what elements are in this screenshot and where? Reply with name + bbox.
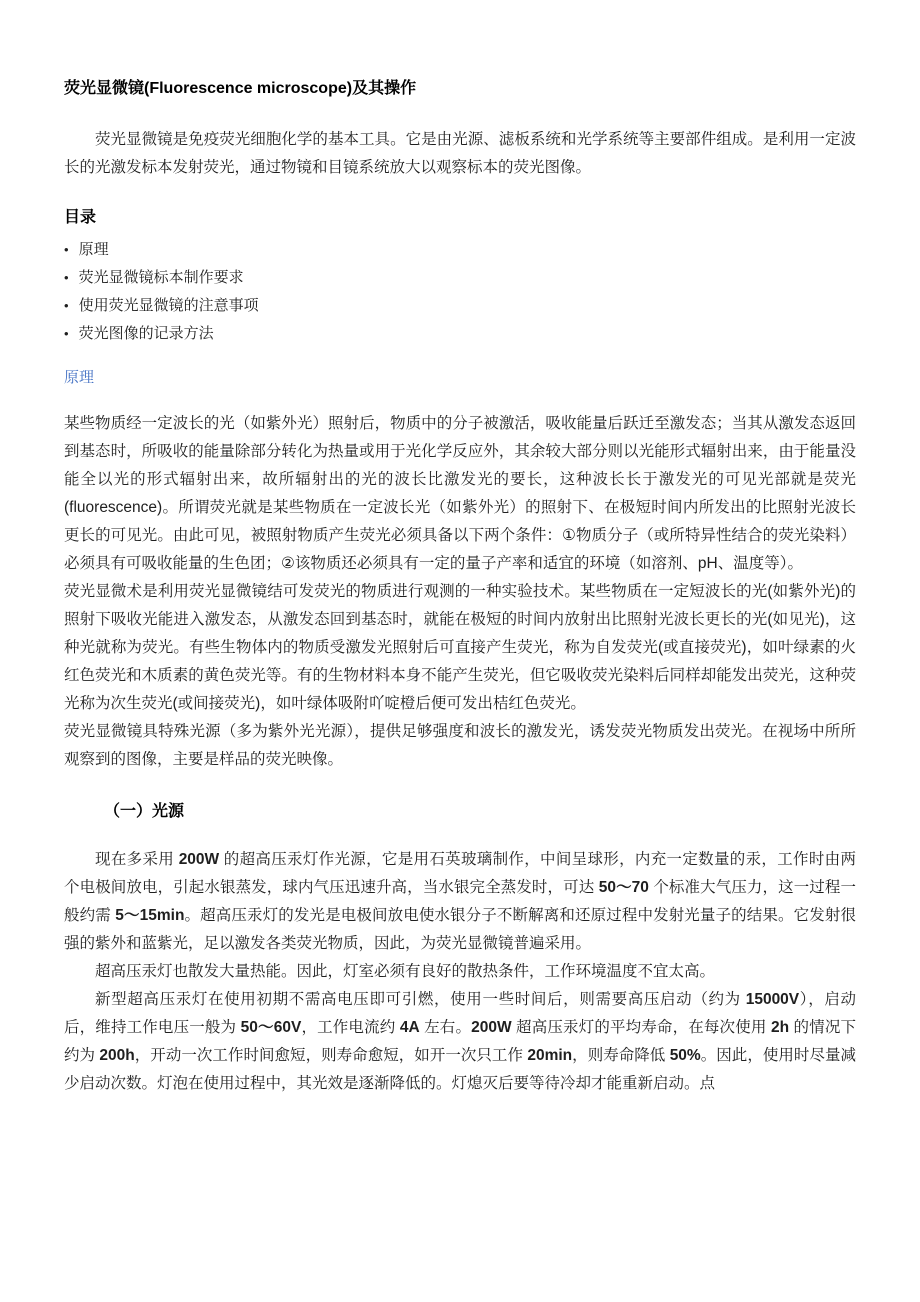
bullet-icon: • — [64, 326, 69, 341]
table-of-contents — [64, 236, 856, 348]
toc-item-label: 使用荧光显微镜的注意事项 — [78, 297, 259, 314]
principle-section-body — [64, 410, 856, 774]
intro-paragraph: 荧光显微镜是免疫荧光细胞化学的基本工具。它是由光源、滤板系统和光学系统等主要部件组成。是利用一定波长的光激发标本发射荧光，通过物镜和目镜系统放大以观察标本的荧光图像。 — [64, 131, 856, 176]
page-title: 荧光显微镜(Fluorescence microscope)及其操作 — [64, 80, 417, 97]
body-paragraph: 新型超高压汞灯在使用初期不需高电压即可引燃，使用一些时间后，则需要高压启动（约为 15000V），启动后，维持工作电压一般为 50～60V，工作电流约 4A 左右。200W 超高压汞灯的平均寿命，在每次使用 2h 的情况下约为 200h，开动一次工作时间愈短，则寿命愈短，如开一次只工作 20min，则寿命降低 50%。因此，使用时尽量减少启动次数。灯泡在使用过程中，其光效是逐渐降低的。灯熄灭后要等待冷却才能重新启动。点 — [64, 991, 857, 1092]
toc-item-label: 原理 — [78, 241, 109, 258]
light-source-section-body — [64, 846, 856, 1098]
principle-section-link[interactable]: 原理 — [64, 369, 95, 386]
body-paragraph: 荧光显微术是利用荧光显微镜结可发荧光的物质进行观测的一种实验技术。某些物质在一定短波长的光(如紫外光)的照射下吸收光能进入激发态，从激发态回到基态时，就能在极短的时间内放射出比照射光波长更长的光(如见光)，这种光就称为荧光。有些生物体内的物质受激发光照射后可直接产生荧光，称为自发荧光(或直接荧光)，如叶绿素的火红色荧光和木质素的黄色荧光等。有的生物材料本身不能产生荧光，但它吸收荧光染料后同样却能发出荧光，这种荧光称为次生荧光(或间接荧光)，如叶绿体吸附吖啶橙后便可发出桔红色荧光。 — [64, 583, 856, 712]
bullet-icon: • — [64, 298, 69, 313]
body-paragraph: 超高压汞灯也散发大量热能。因此，灯室必须有良好的散热条件，工作环境温度不宜太高。 — [95, 963, 716, 980]
toc-item-label: 荧光显微镜标本制作要求 — [78, 269, 244, 286]
toc-heading: 目录 — [64, 209, 97, 226]
toc-item-label: 荧光图像的记录方法 — [78, 325, 214, 342]
toc-item-image-recording — [64, 320, 856, 348]
body-paragraph: 某些物质经一定波长的光（如紫外光）照射后，物质中的分子被激活，吸收能量后跃迁至激发态；当其从激发态返回到基态时，所吸收的能量除部分转化为热量或用于光化学反应外，其余较大部分则以光能形式辐射出来，由于能量没能全以光的形式辐射出来，故所辐射出的光的波长比激发光的要长，这种波长长于激发光的可见光部就是荧光(fluorescence)。所谓荧光就是某些物质在一定波长光（如紫外光）的照射下、在极短时间内所发出的比照射光波长更长的可见光。由此可见，被照射物质产生荧光必须具备以下两个条件：①物质分子（或所特异性结合的荧光染料）必须具有可吸收能量的生色团；②该物质还必须具有一定的量子产率和适宜的环境（如溶剂、pH、温度等）。 — [64, 415, 856, 572]
toc-item-usage-precautions — [64, 292, 856, 320]
body-paragraph: 现在多采用 200W 的超高压汞灯作光源，它是用石英玻璃制作，中间呈球形，内充一定数量的汞，工作时由两个电极间放电，引起水银蒸发，球内气压迅速升高，当水银完全蒸发时，可达 50～70 个标准大气压力，这一过程一般约需 5～15min。超高压汞灯的发光是电极间放电使水银分子不断解离和还原过程中发射光量子的结果。它发射很强的紫外和蓝紫光，足以激发各类荧光物质，因此，为荧光显微镜普遍采用。 — [64, 851, 857, 952]
toc-item-principle — [64, 236, 856, 264]
body-paragraph: 荧光显微镜具特殊光源（多为紫外光光源），提供足够强度和波长的激发光，诱发荧光物质发出荧光。在视场中所所观察到的图像，主要是样品的荧光映像。 — [64, 723, 856, 768]
toc-item-specimen-requirements — [64, 264, 856, 292]
bullet-icon: • — [64, 270, 69, 285]
section-heading-light-source: （一）光源 — [104, 803, 185, 820]
bullet-icon: • — [64, 242, 69, 257]
